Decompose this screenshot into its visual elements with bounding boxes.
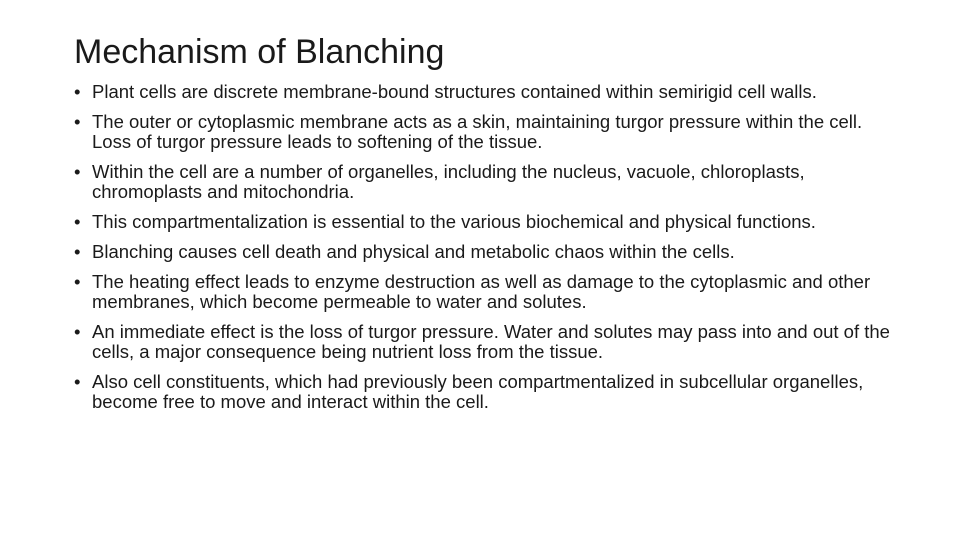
bullet-text: Plant cells are discrete membrane-bound structures contained within semirigid cell walls.	[92, 81, 817, 102]
bullet-icon: •	[74, 161, 81, 182]
bullet-text: The outer or cytoplasmic membrane acts as a skin, maintaining turgor pressure within the cell. Loss of turgor pressure leads to softening of the tissue.	[92, 111, 863, 152]
bullet-icon: •	[74, 81, 81, 102]
bullet-item	[74, 242, 904, 262]
bullet-item	[74, 372, 904, 412]
bullet-icon: •	[74, 321, 81, 342]
bullet-item	[74, 322, 904, 362]
bullet-icon: •	[74, 241, 81, 262]
bullet-item	[74, 162, 904, 202]
bullet-text: Blanching causes cell death and physical and metabolic chaos within the cells.	[92, 241, 735, 262]
bullet-icon: •	[74, 371, 81, 392]
bullet-text: The heating effect leads to enzyme destruction as well as damage to the cytoplasmic and other membranes, which become permeable to water and solutes.	[92, 271, 871, 312]
bullet-item	[74, 212, 904, 232]
bullet-icon: •	[74, 111, 81, 132]
bullet-list	[74, 82, 904, 422]
bullet-item	[74, 272, 904, 312]
bullet-item	[74, 112, 904, 152]
bullet-icon: •	[74, 271, 81, 292]
bullet-text: Also cell constituents, which had previously been compartmentalized in subcellular organelles, become free to move and interact within the cell.	[92, 371, 864, 412]
bullet-text: Within the cell are a number of organelles, including the nucleus, vacuole, chloroplasts, chromoplasts and mitochondria.	[92, 161, 805, 202]
bullet-text: This compartmentalization is essential to the various biochemical and physical functions.	[92, 211, 816, 232]
slide-title: Mechanism of Blanching	[74, 33, 445, 71]
bullet-icon: •	[74, 211, 81, 232]
bullet-text: An immediate effect is the loss of turgor pressure. Water and solutes may pass into and out of the cells, a major consequence being nutrient loss from the tissue.	[92, 321, 890, 362]
bullet-item	[74, 82, 904, 102]
